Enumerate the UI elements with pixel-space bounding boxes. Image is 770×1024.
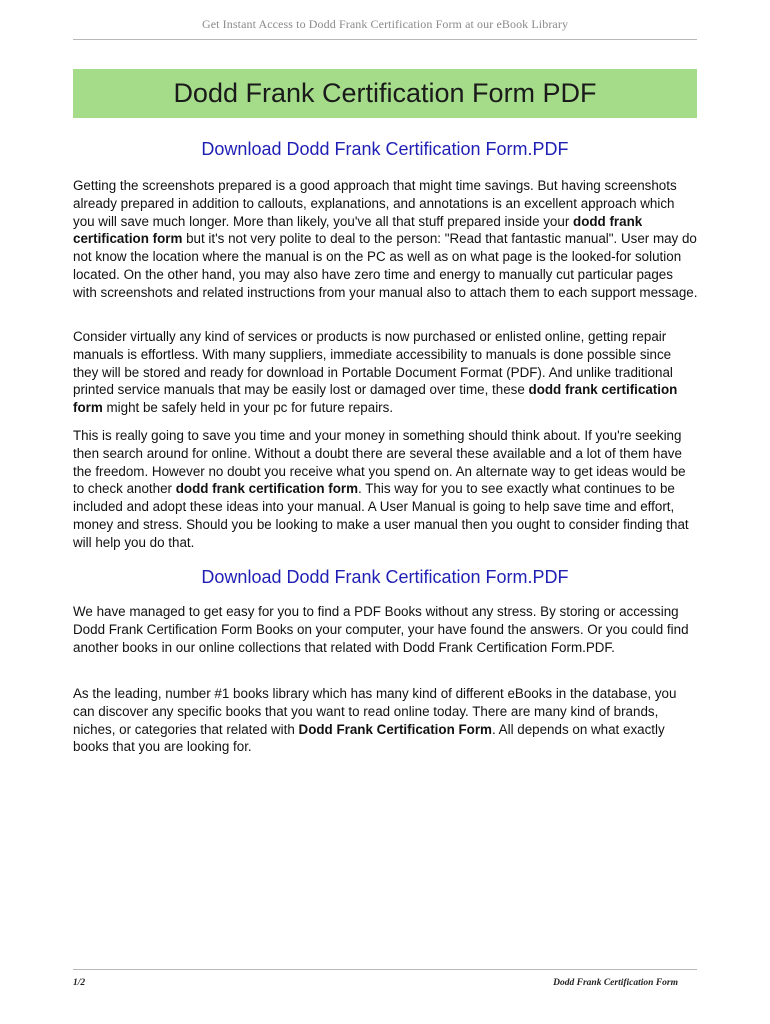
keyword-bold: Dodd Frank Certification Form: [298, 721, 492, 737]
paragraph-text: This is really going to save you time and your money in something should think about. If you're seeking then search around for online. Without a doubt there are several these available and a lot of them have the freedom. However no doubt you receive what you spend on. An alternate way to get ideas would be to check another: [73, 428, 686, 497]
paragraph-text: Consider virtually any kind of services or products is now purchased or enlisted online, getting repair manuals is effortless. With many suppliers, immediate accessibility to manuals is done possible since they will be stored and ready for download in Portable Document Format (PDF). And unlike traditional printed service manuals that may be easily lost or damaged over time, these: [73, 329, 673, 398]
footer-title: Dodd Frank Certification Form: [553, 978, 678, 988]
keyword-bold: dodd frank certification form: [175, 481, 359, 497]
paragraph-text: might be safely held in your pc for future repairs.: [102, 400, 394, 416]
paragraph-library-intro: We have managed to get easy for you to find a PDF Books without any stress. By storing or accessing Dodd Frank Certification Form Books on your computer, your have found the answers. Or you could find another books in our online collections that related with Dodd Frank Certification Form.PDF.: [73, 604, 689, 655]
paragraph-library-leading: [73, 685, 699, 756]
paragraph-text: but it's not very polite to deal to the person: "Read that fantastic manual". User may do not know the location where the manual is on the PC as well as on what page is the looked-for solution located. On the other hand, you may also have zero time and energy to manually cut particular pages with screenshots and related instructions from your manual also to attach them to each support message.: [73, 231, 698, 300]
footer-divider: [73, 969, 697, 970]
paragraph-services: [73, 328, 699, 417]
download-link-top[interactable]: Download Dodd Frank Certification Form.PDF: [201, 139, 569, 159]
paragraph-text: As the leading, number #1 books library which has many kind of different eBooks in the database, you can discover any specific books that you want to read online today. There are many kind of brands, niches, or categories that related with: [73, 686, 677, 737]
paragraph-text: . This way for you to see exactly what continues to be included and adopt these ideas into your manual. A User Manual is going to help save time and effort, money and stress. Should you be looking to make a user manual then you ought to consider finding that will help you do that.: [73, 481, 689, 550]
paragraph-text: Getting the screenshots prepared is a good approach that might time savings. But having screenshots already prepared in addition to callouts, explanations, and annotations is an excellent approach which you will save much longer. More than likely, you've all that stuff prepared inside your: [73, 178, 677, 229]
page-number: 1/2: [73, 978, 86, 988]
page-title: Dodd Frank Certification Form PDF: [173, 78, 597, 108]
page-header-text: Get Instant Access to Dodd Frank Certification Form at our eBook Library: [201, 17, 569, 31]
keyword-bold: dodd frank certification form: [73, 213, 643, 247]
title-banner: [73, 69, 697, 118]
header-divider: [73, 39, 697, 40]
paragraph-text: . All depends on what exactly books that you are looking for.: [73, 721, 665, 755]
keyword-bold: dodd frank certification form: [73, 382, 678, 416]
download-link-bottom[interactable]: Download Dodd Frank Certification Form.PDF: [201, 567, 569, 587]
paragraph-savings: [73, 427, 699, 552]
paragraph-intro: [73, 177, 699, 302]
